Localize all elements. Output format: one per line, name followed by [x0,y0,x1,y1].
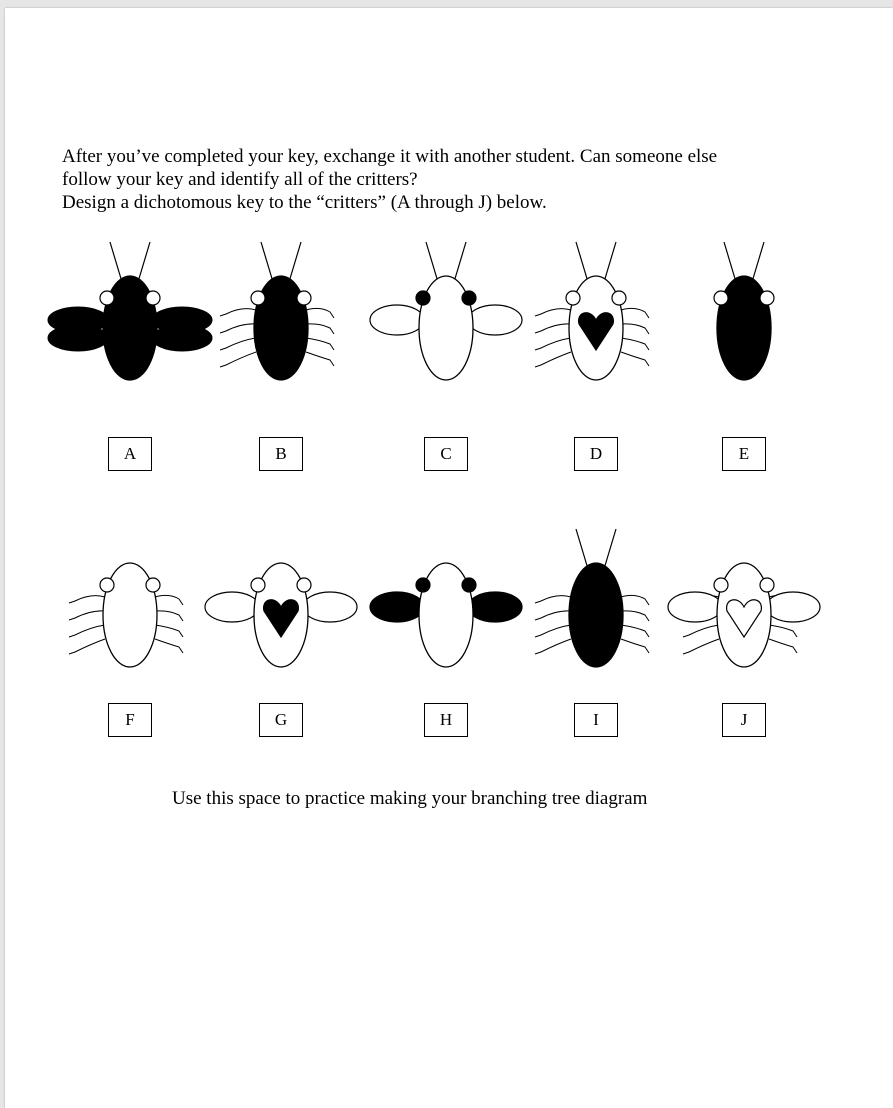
critter-g [196,530,366,700]
critter-e [659,243,829,413]
critter-i [511,530,681,700]
critter-label-j: J [722,703,766,737]
body [254,276,308,380]
critter-label-h: H [424,703,468,737]
antenna [110,242,122,282]
eye [146,291,160,305]
antenna [426,242,438,282]
practice-note: Use this space to practice making your branching tree diagram [172,788,648,809]
eye [297,578,311,592]
body [419,276,473,380]
critter-label-a: A [108,437,152,471]
critter-j [659,530,829,700]
eye [714,578,728,592]
antenna [724,242,736,282]
critter-label-e: E [722,437,766,471]
antenna [604,529,616,569]
eye [146,578,160,592]
antenna [576,242,588,282]
critter-label-b: B [259,437,303,471]
eye [760,291,774,305]
critter-f [45,530,215,700]
instructions-line-2: follow your key and identify all of the critters? [62,169,418,190]
eye [416,578,430,592]
antenna [454,242,466,282]
antenna [261,242,273,282]
critter-label-c: C [424,437,468,471]
critter-c [361,243,531,413]
eye [714,291,728,305]
eye [462,578,476,592]
antenna [576,529,588,569]
critter-label-d: D [574,437,618,471]
body [569,563,623,667]
critter-b [196,243,366,413]
critter-label-g: G [259,703,303,737]
eye [566,291,580,305]
critter-label-i: I [574,703,618,737]
body [717,276,771,380]
instructions-line-1: After you’ve completed your key, exchange it with another student. Can someone else [62,146,718,167]
instructions-line-3: Design a dichotomous key to the “critters” (A through J) below. [62,192,547,213]
antenna [289,242,301,282]
body [419,563,473,667]
eye [100,291,114,305]
body [103,276,157,380]
critter-d [511,243,681,413]
document-page [5,8,893,1108]
eye [462,291,476,305]
critter-a [45,243,215,413]
eye [100,578,114,592]
eye [251,291,265,305]
critter-label-f: F [108,703,152,737]
antenna [138,242,150,282]
eye [251,578,265,592]
antenna [604,242,616,282]
body [103,563,157,667]
critter-h [361,530,531,700]
antenna [752,242,764,282]
eye [297,291,311,305]
eye [760,578,774,592]
instructions [62,145,822,214]
eye [416,291,430,305]
eye [612,291,626,305]
